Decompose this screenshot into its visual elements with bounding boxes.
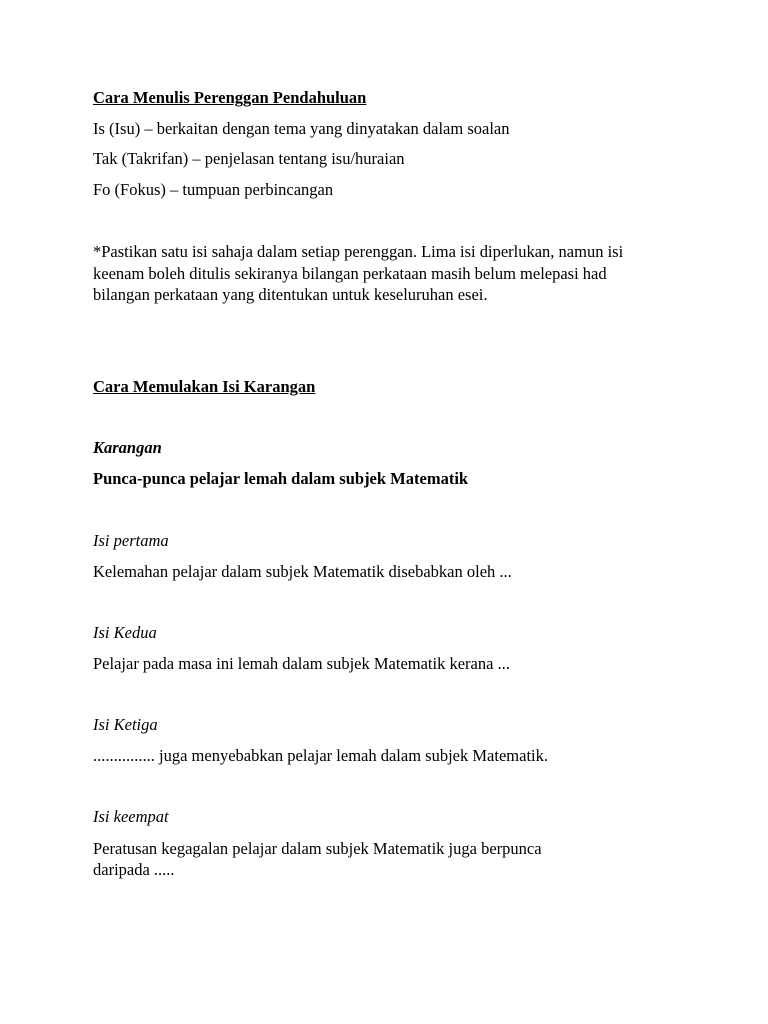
section-heading-pendahuluan: Cara Menulis Perenggan Pendahuluan	[93, 88, 367, 107]
isi-label: Isi pertama	[93, 531, 169, 550]
isi-label: Isi keempat	[93, 807, 169, 826]
note-line: *Pastikan satu isi sahaja dalam setiap perenggan. Lima isi diperlukan, namun isi	[93, 242, 624, 261]
isi-label: Isi Ketiga	[93, 715, 158, 734]
isi-text: Peratusan kegagalan pelajar dalam subjek Matematik juga berpunca	[93, 839, 542, 858]
item-isu: Is (Isu) – berkaitan dengan tema yang dinyatakan dalam soalan	[93, 119, 510, 138]
note-line: bilangan perkataan yang ditentukan untuk keseluruhan esei.	[93, 285, 488, 304]
item-takrifan: Tak (Takrifan) – penjelasan tentang isu/huraian	[93, 149, 405, 168]
isi-text: Pelajar pada masa ini lemah dalam subjek Matematik kerana ...	[93, 654, 510, 673]
note-line: keenam boleh ditulis sekiranya bilangan perkataan masih belum melepasi had	[93, 263, 607, 283]
isi-text: daripada .....	[93, 860, 175, 879]
karangan-title: Punca-punca pelajar lemah dalam subjek Matematik	[93, 469, 469, 488]
item-fokus: Fo (Fokus) – tumpuan perbincangan	[93, 180, 334, 199]
isi-text: ............... juga menyebabkan pelajar lemah dalam subjek Matematik.	[93, 746, 548, 765]
isi-text: Kelemahan pelajar dalam subjek Matematik disebabkan oleh ...	[93, 562, 512, 581]
section-heading-isi-karangan: Cara Memulakan Isi Karangan	[93, 377, 316, 396]
note-paragraph	[93, 241, 683, 306]
isi-label: Isi Kedua	[93, 623, 157, 642]
karangan-label: Karangan	[93, 438, 162, 457]
